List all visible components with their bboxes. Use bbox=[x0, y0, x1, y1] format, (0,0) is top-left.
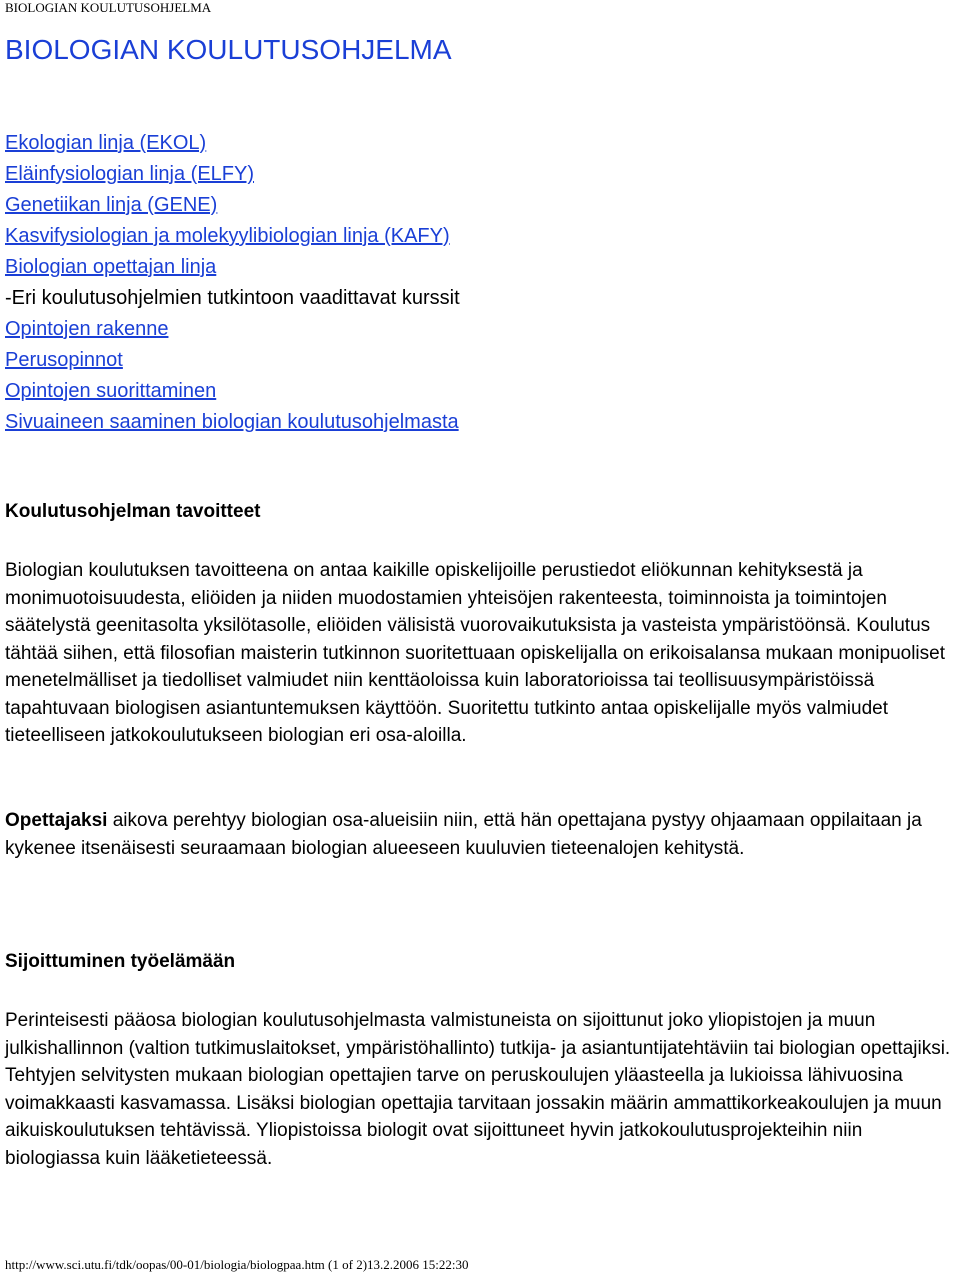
nav-text-required-courses: -Eri koulutusohjelmien tutkintoon vaadittavat kurssit bbox=[5, 287, 460, 309]
document-header-title: BIOLOGIAN KOULUTUSOHJELMA bbox=[5, 0, 212, 15]
nav-link-biologian-opettajan-linja[interactable]: Biologian opettajan linja bbox=[5, 256, 217, 278]
teacher-paragraph bbox=[5, 807, 960, 862]
nav-link-kasvifysiologian-linja[interactable]: Kasvifysiologian ja molekyylibiologian linja (KAFY) bbox=[5, 225, 450, 247]
employment-heading: Sijoittuminen työelämään bbox=[5, 951, 236, 972]
goals-paragraph: Biologian koulutuksen tavoitteena on antaa kaikille opiskelijoille perustiedot eliökunnan kehityksestä ja monimuotoisuudesta, eliöiden ja niiden muodostamien yhteisöjen rakenteesta, toiminnoista ja toimintojen säätelystä geenitasolta yksilötasolle, eliöiden välisistä vuorovaikutuksista ja vasteista ympäristöönsä. Koulutus tähtää siihen, että filosofian maisterin tutkinnon suoritettuaan opiskelijalla on erikoisalansa mukaan monipuoliset menetelmälliset ja tiedolliset valmiudet niin kenttäoloissa kuin laboratorioissa tai teollisuusympäristöissä tapahtuvaan biologisen asiantuntemuksen käyttöön. Suoritettu tutkinto antaa opiskelijalle myös valmiudet tieteelliseen jatkokoulutukseen biologian eri osa-aloilla. bbox=[5, 560, 945, 746]
nav-link-perusopinnot[interactable]: Perusopinnot bbox=[5, 349, 123, 371]
nav-link-ekologian-linja[interactable]: Ekologian linja (EKOL) bbox=[5, 132, 207, 154]
teacher-paragraph-text: aikova perehtyy biologian osa-alueisiin niin, että hän opettajana pystyy ohjaamaan oppilaitaan ja kykenee itsenäisesti seuraamaan biologian alueeseen kuuluvien tieteenalojen kehitystä. bbox=[5, 810, 922, 859]
employment-paragraph: Perinteisesti pääosa biologian koulutusohjelmasta valmistuneista on sijoittunut joko yliopistojen ja muun julkishallinnon (valtion tutkimuslaitokset, ympäristöhallinto) tutkija- ja asiantuntijatehtäviin tai biologian opettajiksi. Tehtyjen selvitysten mukaan biologian opettajien tarve on peruskoulujen yläasteella ja lukioissa lähivuosina voimakkaasti kasvamassa. Lisäksi biologian opettajia tarvitaan jossakin määrin ammattikorkeakoulujen ja muun aikuiskoulutuksen tehtävissä. Yliopistoissa biologit ovat sijoittuneet hyvin jatkokoulutusprojekteihin niin biologiassa kuin lääketieteessä. bbox=[5, 1010, 951, 1169]
teacher-bold-term: Opettajaksi bbox=[5, 810, 108, 831]
footer-url-timestamp: http://www.sci.utu.fi/tdk/oopas/00-01/biologia/biologpaa.htm (1 of 2)13.2.2006 15:22:30 bbox=[5, 1257, 469, 1272]
program-navigation bbox=[5, 128, 945, 438]
nav-link-elainfysiologian-linja[interactable]: Eläinfysiologian linja (ELFY) bbox=[5, 163, 255, 185]
page-title: BIOLOGIAN KOULUTUSOHJELMA bbox=[5, 34, 452, 65]
nav-link-genetiikan-linja[interactable]: Genetiikan linja (GENE) bbox=[5, 194, 218, 216]
nav-link-opintojen-suorittaminen[interactable]: Opintojen suorittaminen bbox=[5, 380, 217, 402]
goals-heading: Koulutusohjelman tavoitteet bbox=[5, 501, 261, 522]
nav-link-sivuaineen-saaminen[interactable]: Sivuaineen saaminen biologian koulutusohjelmasta bbox=[5, 411, 459, 433]
nav-link-opintojen-rakenne[interactable]: Opintojen rakenne bbox=[5, 318, 169, 340]
